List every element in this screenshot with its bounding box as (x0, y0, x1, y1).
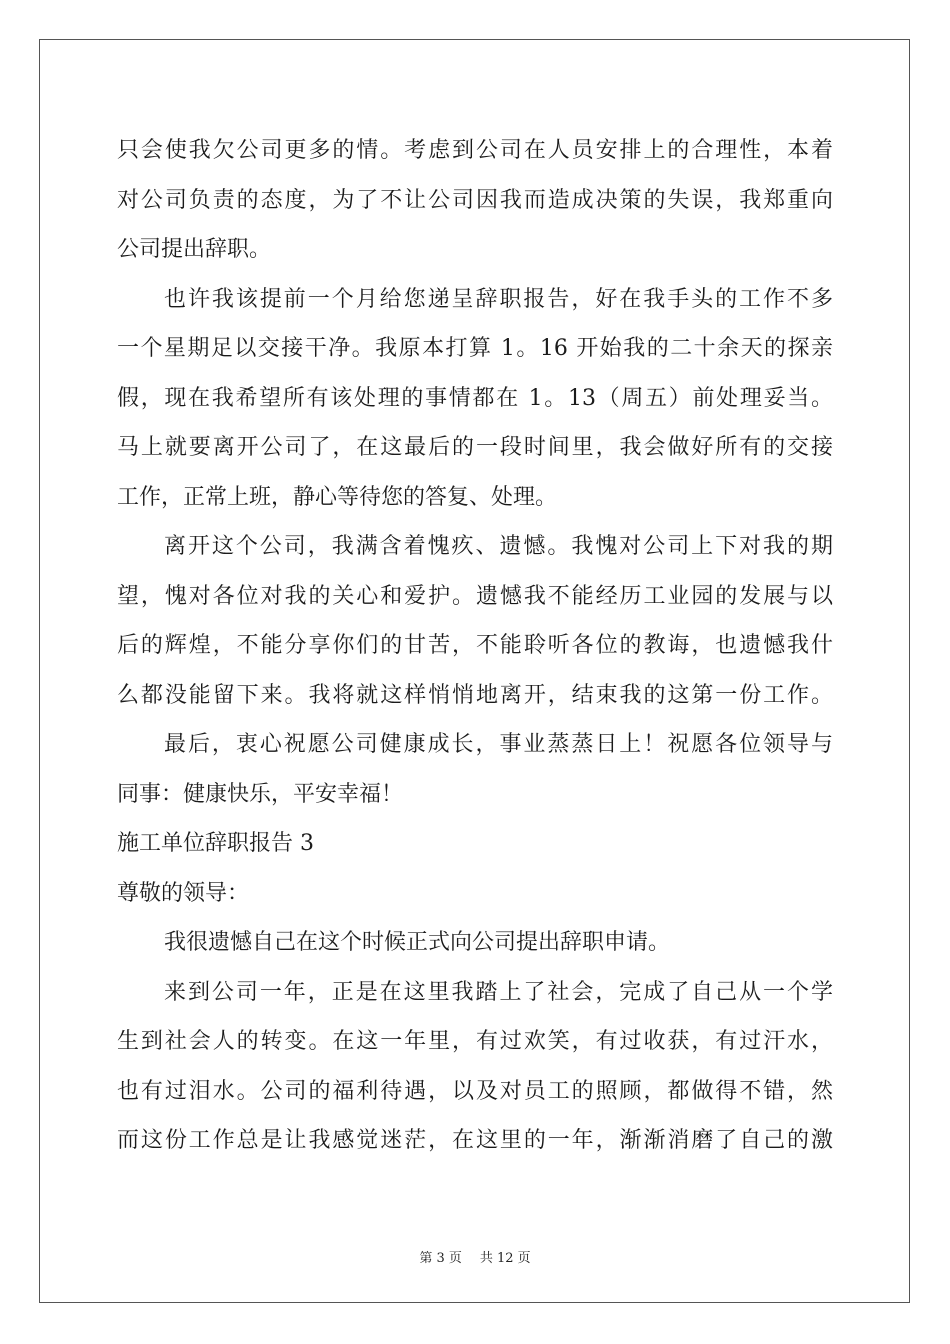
text-line: 离开这个公司，我满含着愧疚、遗憾。我愧对公司上下对我的期 (164, 534, 833, 559)
text-line: 只会使我欠公司更多的情。考虑到公司在人员安排上的合理性，本着 (117, 138, 833, 163)
text-line: 最后，衷心祝愿公司健康成长，事业蒸蒸日上！祝愿各位领导与 (164, 732, 833, 757)
text-line: 望，愧对各位对我的关心和爱护。遗憾我不能经历工业园的发展与以 (117, 583, 833, 609)
text-line: 一个星期足以交接干净。我原本打算 1。16 开始我的二十余天的探亲 (117, 336, 833, 361)
text-line: 么都没能留下来。我将就这样悄悄地离开，结束我的这第一份工作。 (117, 682, 833, 708)
text-line: 同事：健康快乐，平安幸福！ (117, 781, 404, 807)
salutation: 尊敬的领导： (117, 880, 250, 906)
text-line: 而这份工作总是让我感觉迷茫，在这里的一年，渐渐消磨了自己的激 (117, 1128, 833, 1153)
page-number: 第 3 页 (419, 1251, 462, 1266)
text-line: 后的辉煌，不能分享你们的甘苦，不能聆听各位的教诲，也遗憾我什 (117, 633, 833, 658)
text-line: 我很遗憾自己在这个时候正式向公司提出辞职申请。 (164, 930, 671, 955)
text-line: 对公司负责的态度，为了不让公司因我而造成决策的失误，我郑重向 (117, 187, 833, 213)
text-line: 公司提出辞职。 (117, 237, 272, 262)
text-line: 也许我该提前一个月给您递呈辞职报告，好在我手头的工作不多 (164, 286, 833, 312)
section-title: 施工单位辞职报告 3 (117, 831, 314, 856)
text-line: 马上就要离开公司了，在这最后的一段时间里，我会做好所有的交接 (117, 435, 833, 460)
text-line: 生到社会人的转变。在这一年里，有过欢笑，有过收获，有过汗水， (117, 1029, 833, 1054)
text-line: 也有过泪水。公司的福利待遇，以及对员工的照顾，都做得不错，然 (117, 1078, 833, 1104)
page-total: 共 12 页 (479, 1251, 531, 1266)
text-line: 来到公司一年，正是在这里我踏上了社会，完成了自己从一个学 (164, 979, 833, 1005)
text-line: 假，现在我希望所有该处理的事情都在 1。13（周五）前处理妥当。 (117, 385, 833, 411)
page-footer (0, 1247, 950, 1266)
text-line: 工作，正常上班，静心等待您的答复、处理。 (117, 484, 558, 510)
document-body (117, 126, 833, 1166)
